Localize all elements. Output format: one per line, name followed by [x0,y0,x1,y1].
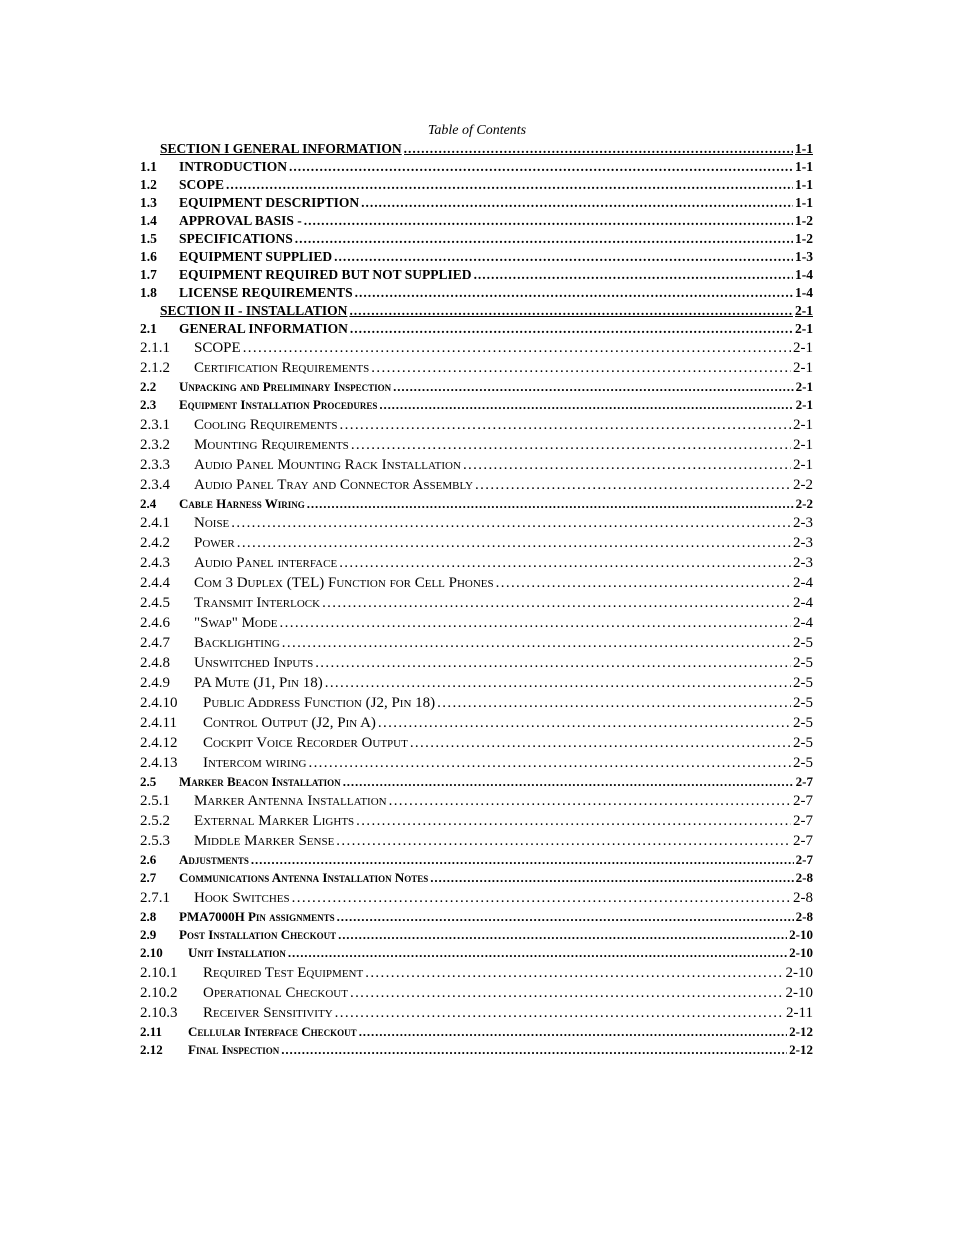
toc-entry-number: 1.8 [140,285,157,300]
toc-dot-leader [349,302,793,320]
toc-dot-leader [404,140,793,158]
toc-entry-number: 2.8 [140,908,157,924]
toc-entry[interactable] [140,593,813,613]
toc-entry[interactable] [140,475,813,495]
toc-entry-label: Unit Installation [188,945,286,961]
toc-entry-number: 2.1.1 [140,340,170,356]
toc-entry[interactable] [140,378,813,396]
toc-entry[interactable] [140,533,813,553]
toc-dot-leader [379,396,793,414]
toc-dot-leader [289,158,793,176]
toc-dot-leader [430,869,793,887]
toc-entry-label: SPECIFICATIONS [179,231,293,246]
toc-dot-leader [371,358,791,378]
toc-entry-page: 2-1 [793,340,813,356]
toc-entry-label: Cockpit Voice Recorder Output [203,734,408,751]
toc-entry[interactable] [140,908,813,926]
toc-entry-page: 2-8 [795,908,813,924]
toc-entry-page: 2-10 [789,945,813,961]
toc-entry-number: 2.4.8 [140,654,170,671]
toc-dot-leader [496,573,791,593]
toc-entry-label: Noise [194,514,230,531]
toc-entry-page: 2-4 [793,574,813,591]
toc-entry-number: 2.4.4 [140,574,170,591]
toc-entry-label: EQUIPMENT REQUIRED BUT NOT SUPPLIED [179,267,472,282]
toc-entry-label: Unpacking and Preliminary Inspection [179,379,392,394]
toc-entry-page: 2-1 [793,416,813,433]
toc-entry-number: 2.3 [140,397,157,413]
toc-dot-leader [343,773,794,791]
toc-dot-leader [474,266,793,284]
toc-entry[interactable] [140,320,813,338]
toc-entry-page: 2-7 [793,813,813,830]
toc-entry-label: Cooling Requirements [194,416,338,433]
toc-entry[interactable] [140,230,813,248]
toc-dot-leader [335,1003,784,1023]
toc-entry-label: Receiver Sensitivity [203,1004,333,1021]
toc-dot-leader [308,753,791,773]
toc-entry-label: "Swap" Mode [194,614,278,631]
toc-entry-number: 2.9 [140,927,157,943]
toc-entry-number: 2.2 [140,379,157,394]
toc-entry[interactable] [140,888,813,908]
toc-entry-number: 2.3.1 [140,416,170,433]
toc-entry-label: SECTION II - INSTALLATION [160,303,348,318]
toc-dot-leader [336,831,791,851]
toc-entry[interactable] [140,553,813,573]
toc-entry-label: SCOPE [194,340,241,356]
toc-entry-number: 1.5 [140,231,157,246]
toc-entry-number: 2.7 [140,870,157,886]
toc-entry-number: 2.11 [140,1023,163,1039]
toc-entry-label: Intercom wiring [203,754,307,771]
toc-entry[interactable] [140,455,813,475]
toc-entry[interactable] [140,869,813,887]
toc-entry[interactable] [140,495,813,513]
toc-entry-label: Cellular Interface Checkout [188,1023,357,1039]
toc-entry-number: 2.3.2 [140,436,170,453]
toc-entry-label: SCOPE [179,177,225,192]
toc-entry-number: 2.12 [140,1041,163,1057]
toc-entry[interactable] [140,831,813,851]
toc-entry-page: 1-2 [795,231,813,246]
toc-dot-leader [251,851,794,869]
toc-entry-page: 2-3 [793,514,813,531]
toc-entry-page: 2-3 [793,554,813,571]
toc-entry-label: Transmit Interlock [194,594,321,611]
toc-dot-leader [338,926,787,944]
toc-entry-page: 2-5 [793,654,813,671]
toc-entry-page: 2-5 [793,734,813,751]
toc-entry-page: 1-1 [795,159,813,174]
toc-dot-leader [337,908,794,926]
toc-entry-number: 2.3.3 [140,456,170,473]
toc-entry-label: INTRODUCTION [179,159,288,174]
toc-dot-leader [340,415,791,435]
toc-entry[interactable] [140,212,813,230]
toc-dot-leader [378,713,791,733]
toc-entry-page: 2-7 [793,833,813,850]
toc-entry-label: Public Address Function (J2, Pin 18) [203,694,436,711]
toc-entry-page: 2-2 [795,495,813,511]
toc-entry-label: EQUIPMENT SUPPLIED [179,249,333,264]
toc-entry[interactable] [140,573,813,593]
toc-dot-leader [350,320,793,338]
toc-dot-leader [350,983,784,1003]
toc-dot-leader [243,338,791,358]
toc-entry[interactable] [140,396,813,414]
toc-entry[interactable] [140,673,813,693]
toc-entry-label: PMA7000H Pin assignments [179,908,335,924]
toc-entry-label: Communications Antenna Installation Notes [179,870,429,886]
toc-entry-page: 2-5 [793,714,813,731]
toc-entry-number: 2.4.1 [140,514,170,531]
toc-dot-leader [282,633,791,653]
toc-entry[interactable] [140,693,813,713]
toc-title: Table of Contents [427,123,527,138]
toc-entry[interactable] [140,415,813,435]
toc-entry-page: 2-1 [795,397,813,413]
toc-entry-number: 2.4.2 [140,534,170,551]
toc-entry-label: Hook Switches [194,889,290,906]
toc-dot-leader [281,1041,787,1059]
toc-dot-leader [315,653,791,673]
toc-entry[interactable] [140,140,813,158]
toc-entry-number: 2.10 [140,945,163,961]
toc-entry-page: 2-4 [793,614,813,631]
toc-entry[interactable] [140,983,813,1003]
toc-dot-leader [280,613,791,633]
toc-entry-page: 2-1 [795,321,813,336]
toc-dot-leader [437,693,791,713]
toc-dot-leader [295,230,793,248]
toc-entry[interactable] [140,513,813,533]
toc-entry-page: 2-5 [793,754,813,771]
toc-entry[interactable] [140,1041,813,1059]
toc-entry-number: 1.7 [140,267,157,282]
toc-dot-leader [292,888,791,908]
toc-entry-page: 1-3 [795,249,813,264]
toc-entry[interactable] [140,248,813,266]
toc-entry-page: 2-8 [795,870,813,886]
toc-entry[interactable] [140,358,813,378]
toc-entry[interactable] [140,733,813,753]
toc-entry[interactable] [140,851,813,869]
toc-entry-label: LICENSE REQUIREMENTS [179,285,353,300]
toc-entry-number: 2.4.5 [140,594,170,611]
toc-entry[interactable] [140,284,813,302]
toc-entry-label: Adjustments [179,852,249,868]
toc-entry-number: 2.5.2 [140,813,170,830]
toc-entry-number: 1.4 [140,213,157,228]
toc-entry-number: 1.6 [140,249,157,264]
toc-entry-label: Marker Beacon Installation [179,773,341,789]
toc-entry-label: SECTION I GENERAL INFORMATION [160,141,402,156]
toc-dot-leader [226,176,793,194]
toc-entry-page: 2-10 [789,927,813,943]
toc-entry-label: APPROVAL BASIS - [179,213,302,228]
toc-entry-label: PA Mute (J1, Pin 18) [194,674,323,691]
toc-entry-label: Post Installation Checkout [179,927,337,943]
toc-entry-label: Operational Checkout [203,984,348,1001]
toc-entry-page: 1-1 [795,141,813,156]
toc-entry-number: 2.4.13 [140,754,178,771]
toc-entry[interactable] [140,158,813,176]
toc-entry-label: EQUIPMENT DESCRIPTION [179,195,360,210]
toc-entry-number: 2.5.1 [140,793,170,810]
toc-entry-page: 2-1 [795,379,813,394]
toc-entry-page: 1-2 [795,213,813,228]
toc-entry-label: Mounting Requirements [194,436,349,453]
toc-entry[interactable] [140,811,813,831]
toc-entry-number: 2.3.4 [140,476,170,493]
toc-entry-label: Marker Antenna Installation [194,793,387,810]
toc-entry-page: 2-1 [793,360,813,376]
toc-dot-leader [351,435,791,455]
toc-entry-page: 2-1 [793,436,813,453]
toc-entry-number: 2.5.3 [140,833,170,850]
toc-dot-leader [231,513,791,533]
table-of-contents [140,140,813,1059]
toc-dot-leader [334,248,793,266]
toc-entry[interactable] [140,963,813,983]
toc-entry-number: 2.4.3 [140,554,170,571]
toc-entry[interactable] [140,713,813,733]
toc-entry-label: Backlighting [194,634,280,651]
toc-dot-leader [359,1023,787,1041]
toc-entry-page: 1-1 [795,195,813,210]
toc-entry-label: Unswitched Inputs [194,654,314,671]
toc-entry-number: 1.3 [140,195,157,210]
toc-entry-number: 2.4.11 [140,714,177,731]
toc-entry-number: 2.1.2 [140,360,170,376]
toc-entry-number: 2.10.1 [140,964,178,981]
toc-entry-page: 2-1 [795,303,813,318]
toc-entry-label: Cable Harness Wiring [179,495,305,511]
toc-entry-page: 1-4 [795,267,813,282]
toc-entry-number: 2.6 [140,852,157,868]
toc-entry-label: GENERAL INFORMATION [179,321,348,336]
toc-entry[interactable] [140,302,813,320]
toc-entry[interactable] [140,944,813,962]
toc-entry-label: Middle Marker Sense [194,833,335,850]
toc-entry-page: 2-10 [785,964,813,981]
toc-dot-leader [288,944,787,962]
toc-dot-leader [393,378,793,396]
toc-entry-number: 2.4.6 [140,614,170,631]
toc-entry-page: 2-7 [795,773,813,789]
toc-entry[interactable] [140,435,813,455]
toc-entry-number: 1.2 [140,177,157,192]
toc-dot-leader [356,811,791,831]
toc-entry-label: Equipment Installation Procedures [179,397,378,413]
toc-entry-page: 2-12 [789,1023,813,1039]
toc-dot-leader [307,495,794,513]
toc-dot-leader [304,212,793,230]
toc-dot-leader [365,963,783,983]
toc-entry-label: External Marker Lights [194,813,355,830]
toc-entry-page: 2-10 [785,984,813,1001]
toc-entry-number: 2.7.1 [140,889,170,906]
toc-entry-label: Required Test Equipment [203,964,364,981]
toc-entry-number: 2.4.7 [140,634,170,651]
toc-entry-number: 2.10.2 [140,984,178,1001]
toc-entry[interactable] [140,753,813,773]
toc-entry[interactable] [140,791,813,811]
toc-entry-page: 2-5 [793,674,813,691]
toc-entry-number: 1.1 [140,159,157,174]
toc-entry-number: 2.4 [140,495,157,511]
toc-dot-leader [355,284,793,302]
toc-dot-leader [322,593,791,613]
toc-entry-page: 2-12 [789,1041,813,1057]
toc-entry-page: 2-3 [793,534,813,551]
toc-entry-page: 2-8 [793,889,813,906]
toc-entry-page: 2-7 [795,852,813,868]
toc-dot-leader [361,194,793,212]
toc-entry[interactable] [140,653,813,673]
toc-entry-label: Certification Requirements [194,360,370,376]
toc-dot-leader [410,733,791,753]
toc-entry[interactable] [140,194,813,212]
toc-entry-label: Com 3 Duplex (TEL) Function for Cell Phones [194,574,494,591]
toc-entry-page: 2-4 [793,594,813,611]
toc-entry-label: Audio Panel Mounting Rack Installation [194,456,461,473]
toc-entry-page: 2-1 [793,456,813,473]
toc-entry-number: 2.4.12 [140,734,178,751]
toc-entry-number: 2.5 [140,773,157,789]
toc-entry-label: Final Inspection [188,1041,280,1057]
toc-entry-label: Audio Panel Tray and Connector Assembly [194,476,474,493]
toc-entry-number: 2.10.3 [140,1004,178,1021]
toc-entry-page: 2-5 [793,694,813,711]
toc-entry-page: 2-5 [793,634,813,651]
toc-entry-number: 2.4.9 [140,674,170,691]
toc-entry[interactable] [140,613,813,633]
toc-entry[interactable] [140,1023,813,1041]
toc-entry-page: 1-1 [795,177,813,192]
toc-dot-leader [389,791,791,811]
toc-entry-number: 2.4.10 [140,694,178,711]
toc-dot-leader [475,475,791,495]
toc-entry[interactable] [140,773,813,791]
toc-dot-leader [325,673,791,693]
toc-entry[interactable] [140,633,813,653]
toc-entry-label: Power [194,534,235,551]
toc-entry[interactable] [140,176,813,194]
toc-entry[interactable] [140,266,813,284]
toc-dot-leader [463,455,791,475]
toc-entry[interactable] [140,338,813,358]
toc-dot-leader [339,553,791,573]
toc-entry-page: 2-7 [793,793,813,810]
toc-entry-page: 1-4 [795,285,813,300]
toc-entry-page: 2-11 [786,1004,813,1021]
toc-entry[interactable] [140,1003,813,1023]
toc-entry-page: 2-2 [793,476,813,493]
toc-entry[interactable] [140,926,813,944]
toc-entry-number: 2.1 [140,321,157,336]
toc-entry-label: Audio Panel interface [194,554,338,571]
toc-entry-label: Control Output (J2, Pin A) [203,714,376,731]
toc-dot-leader [237,533,791,553]
